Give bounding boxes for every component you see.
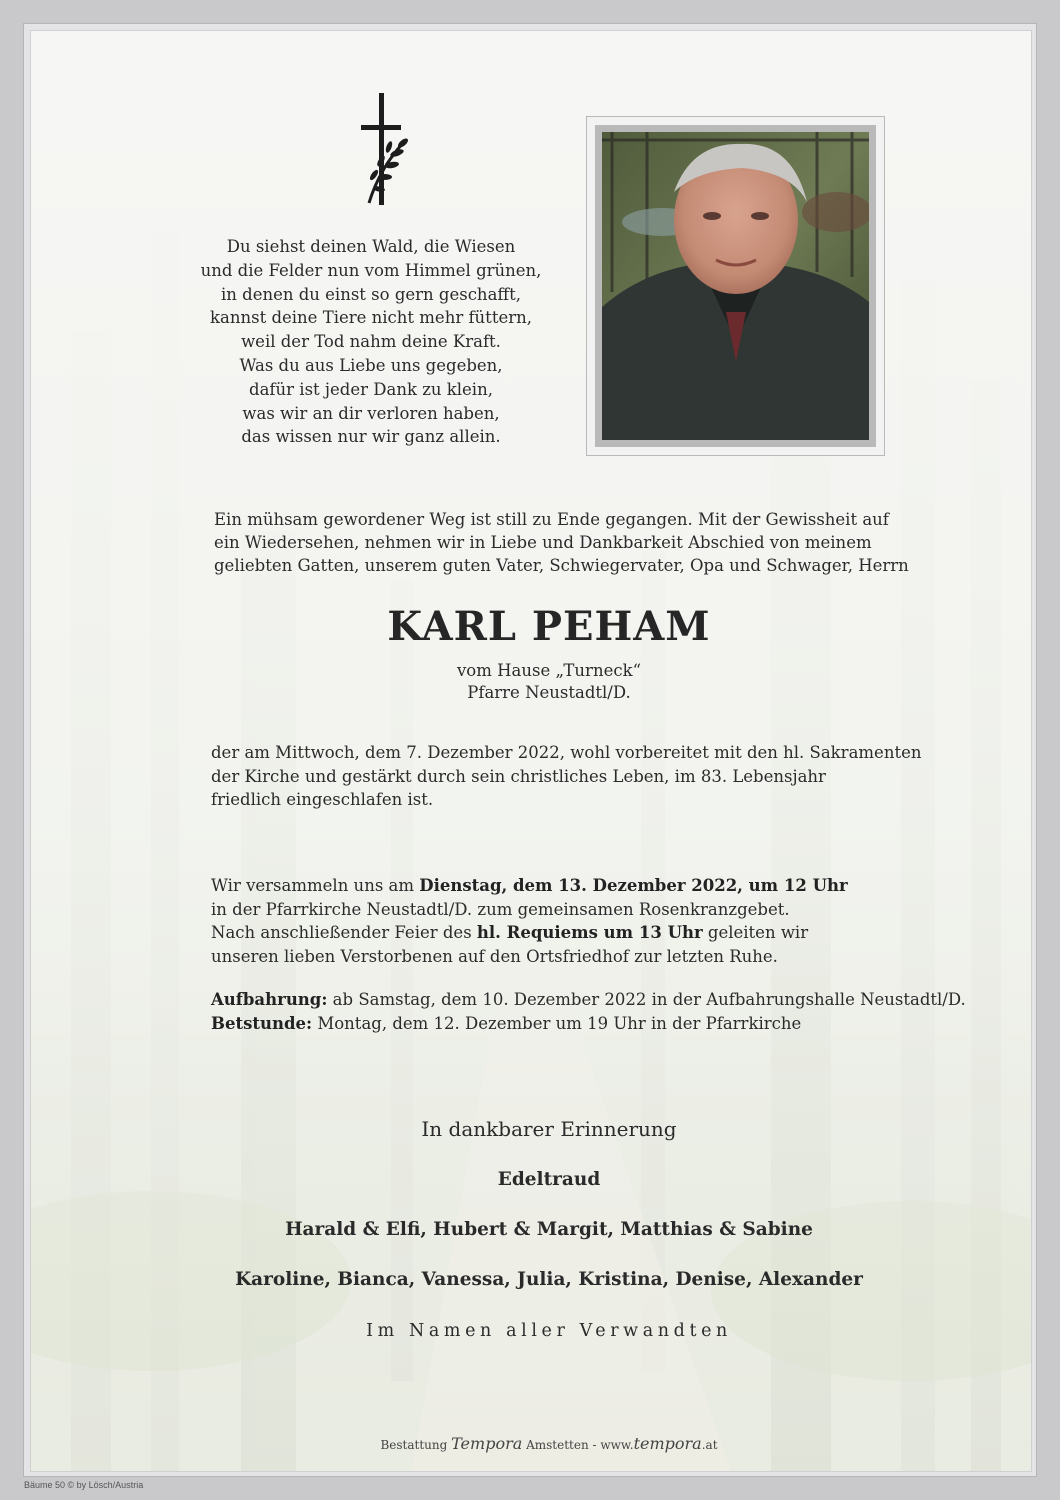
mourner-children: Harald & Elfi, Hubert & Margit, Matthias & Sabine xyxy=(285,1219,813,1240)
poem-line: was wir an dir verloren haben, xyxy=(242,403,500,423)
viewing-label: Aufbahrung: xyxy=(211,990,328,1009)
intro-line: geliebten Gatten, unserem guten Vater, Schwiegervater, Opa und Schwager, Herrn xyxy=(214,556,909,575)
poem-line: weil der Tod nahm deine Kraft. xyxy=(241,332,501,352)
copyright-note: Bäume 50 © by Lösch/Austria xyxy=(24,1480,144,1490)
poem-line: in denen du einst so gern geschafft, xyxy=(220,284,521,304)
poem-line: dafür ist jeder Dank zu klein, xyxy=(249,379,493,399)
poem-line: Was du aus Liebe uns gegeben, xyxy=(239,355,503,375)
portrait-photo xyxy=(602,132,869,440)
poem-line: kannst deine Tiere nicht mehr füttern, xyxy=(210,308,532,328)
poem-line: Du siehst deinen Wald, die Wiesen xyxy=(226,237,516,256)
mourner-grandchildren: Karoline, Bianca, Vanessa, Julia, Kristina, Denise, Alexander xyxy=(235,1269,863,1290)
prayer-label: Betstunde: xyxy=(211,1013,313,1033)
brand-domain: tempora xyxy=(633,1434,702,1453)
deceased-name: KARL PEHAM xyxy=(387,603,711,650)
obituary-sheet xyxy=(30,30,1032,1472)
poem xyxy=(161,235,581,449)
deceased-origin xyxy=(331,660,767,704)
viewing-prayer-info xyxy=(211,988,1011,1035)
service-line-4: unseren lieben Verstorbenen auf den Ortsfriedhof zur letzten Ruhe. xyxy=(211,946,778,966)
portrait-mat xyxy=(595,125,876,447)
poem-line: und die Felder nun vom Himmel grünen, xyxy=(200,260,542,280)
parish-name: Pfarre Neustadtl/D. xyxy=(467,683,631,702)
service-line-1: Wir versammeln uns am Dienstag, dem 13. Dezember 2022, um 12 Uhr xyxy=(211,876,848,895)
intro-line: ein Wiedersehen, nehmen wir in Liebe und Dankbarkeit Abschied von meinem xyxy=(214,533,872,552)
portrait-frame xyxy=(586,116,885,456)
service-line-2: in der Pfarrkirche Neustadtl/D. zum gemeinsamen Rosenkranzgebet. xyxy=(211,899,790,919)
prayer-line: Betstunde: Montag, dem 12. Dezember um 19 Uhr in der Pfarrkirche xyxy=(211,1013,802,1033)
death-notice-line: der am Mittwoch, dem 7. Dezember 2022, wohl vorbereitet mit den hl. Sakramenten xyxy=(211,743,922,762)
death-notice xyxy=(211,741,971,812)
mourner-relatives: Im Namen aller Verwandten xyxy=(366,1321,732,1341)
brand-logo: Tempora xyxy=(451,1434,523,1453)
mourners-heading: In dankbarer Erinnerung xyxy=(421,1117,677,1141)
service-date: Dienstag, dem 13. Dezember 2022, um 12 Uhr xyxy=(419,876,848,895)
house-name: vom Hause „Turneck“ xyxy=(456,661,642,680)
intro-paragraph xyxy=(214,508,934,577)
death-notice-line: friedlich eingeschlafen ist. xyxy=(211,790,434,809)
requiem-time: hl. Requiems um 13 Uhr xyxy=(476,923,703,942)
death-notice-line: der Kirche und gestärkt durch sein christliches Leben, im 83. Lebensjahr xyxy=(211,766,826,786)
funeral-home-footer: Bestattung Tempora Amstetten - www.tempora.at xyxy=(380,1434,718,1453)
viewing-line: Aufbahrung: ab Samstag, dem 10. Dezember 2022 in der Aufbahrungshalle Neustadtl/D. xyxy=(211,990,966,1009)
service-line-3: Nach anschließender Feier des hl. Requiems um 13 Uhr geleiten wir xyxy=(211,923,809,942)
intro-line: Ein mühsam gewordener Weg ist still zu Ende gegangen. Mit der Gewissheit auf xyxy=(214,510,889,529)
poem-line: das wissen nur wir ganz allein. xyxy=(241,427,501,447)
mourner-spouse: Edeltraud xyxy=(497,1169,601,1190)
cross-with-olive-branch-icon xyxy=(359,91,411,209)
service-details xyxy=(211,874,971,968)
